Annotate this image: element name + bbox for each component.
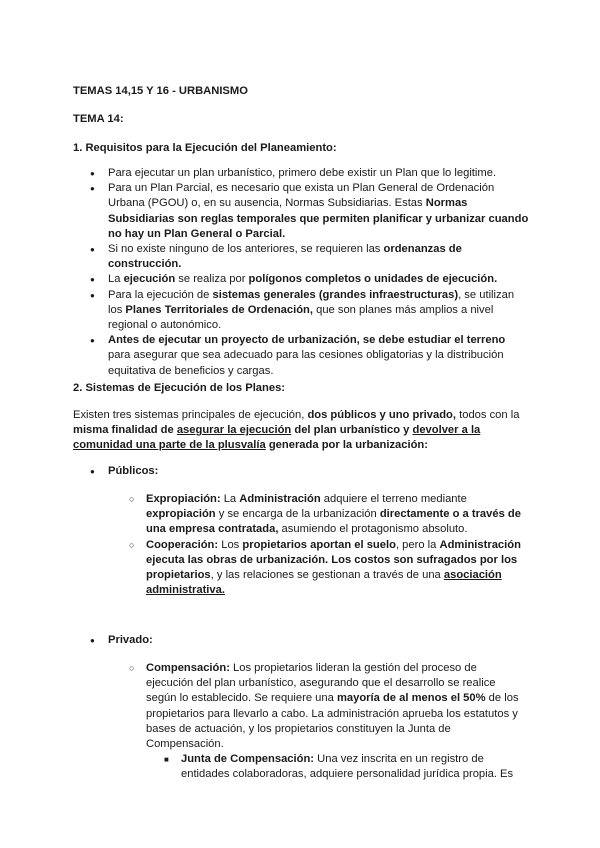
list-item-publicos: ● Públicos: bbox=[90, 464, 530, 479]
section-2-intro: Existen tres sistemas principales de ejecución, dos públicos y uno privado, todos con la misma finalidad de asegurar la ejecución del plan urbanístico y devolver a la comunidad una parte de la plusvalía generada por la urbanización: bbox=[73, 409, 520, 452]
privado-sublist bbox=[129, 661, 524, 783]
list-item: ● Antes de ejecutar un proyecto de urbanización, se debe estudiar el terreno para asegurar que sea adecuado para las cesiones obligatorias y la distribución equitativa de beneficios y cargas. bbox=[90, 333, 530, 379]
list-item: ● La ejecución se realiza por polígonos completos o unidades de ejecución. bbox=[90, 272, 530, 287]
publicos-list bbox=[90, 464, 530, 479]
tema-heading: TEMA 14: bbox=[73, 113, 124, 125]
list-item-privado: ● Privado: bbox=[90, 633, 530, 648]
section-2-heading: 2. Sistemas de Ejecución de los Planes: bbox=[73, 382, 286, 394]
list-item: ● Para un Plan Parcial, es necesario que exista un Plan General de Ordenación Urbana (PGOU) o, en su ausencia, Normas Subsidiarias. Estas Normas Subsidiarias son reglas temporales que permiten planificar y urbanizar cuando no hay un Plan General o Parcial. bbox=[90, 181, 530, 242]
list-item-junta: ■ Junta de Compensación: Una vez inscrita en un registro de entidades colaboradoras, adquiere personalidad jurídica propia. Es bbox=[164, 752, 524, 782]
list-item-compensacion: ○ Compensación: Los propietarios lideran la gestión del proceso de ejecución del plan urbanístico, asegurando que el desarrollo se realice según lo establecido. Se requiere una mayoría de al menos el 50% de los propietarios para llevarlo a cabo. La administración aprueba los estatutos y bases de actuación, y los propietarios constituyen la Junta de Compensación. ■ Junta de Compensación: Una vez inscrita en un registro de entidades colaboradoras, adquiere personalidad jurídica propia. Es bbox=[129, 661, 524, 783]
list-item-expropiacion: ○ Expropiación: La Administración adquiere el terreno mediante expropiación y se encarga de la urbanización directamente o a través de una empresa contratada, asumiendo el protagonismo absoluto. bbox=[129, 492, 524, 538]
list-item: ● Si no existe ninguno de los anteriores, se requieren las ordenanzas de construcción. bbox=[90, 242, 530, 272]
document-title: TEMAS 14,15 Y 16 - URBANISMO bbox=[73, 85, 248, 97]
list-item-cooperacion: ○ Cooperación: Los propietarios aportan el suelo, pero la Administración ejecuta las obras de urbanización. Los costos son sufragados por los propietarios, y las relaciones se gestionan a través de una asociación administrativa. bbox=[129, 538, 524, 599]
list-item: ● Para ejecutar un plan urbanístico, primero debe existir un Plan que lo legitime. bbox=[90, 166, 530, 181]
privado-list bbox=[90, 633, 530, 648]
section-1-heading: 1. Requisitos para la Ejecución del Planeamiento: bbox=[73, 142, 337, 154]
list-item: ● Para la ejecución de sistemas generales (grandes infraestructuras), se utilizan los Planes Territoriales de Ordenación, que son planes más amplios a nivel regional o autonómico. bbox=[90, 288, 530, 334]
publicos-sublist bbox=[129, 492, 524, 598]
compensacion-sublist bbox=[146, 752, 524, 782]
requisitos-list bbox=[90, 166, 530, 379]
